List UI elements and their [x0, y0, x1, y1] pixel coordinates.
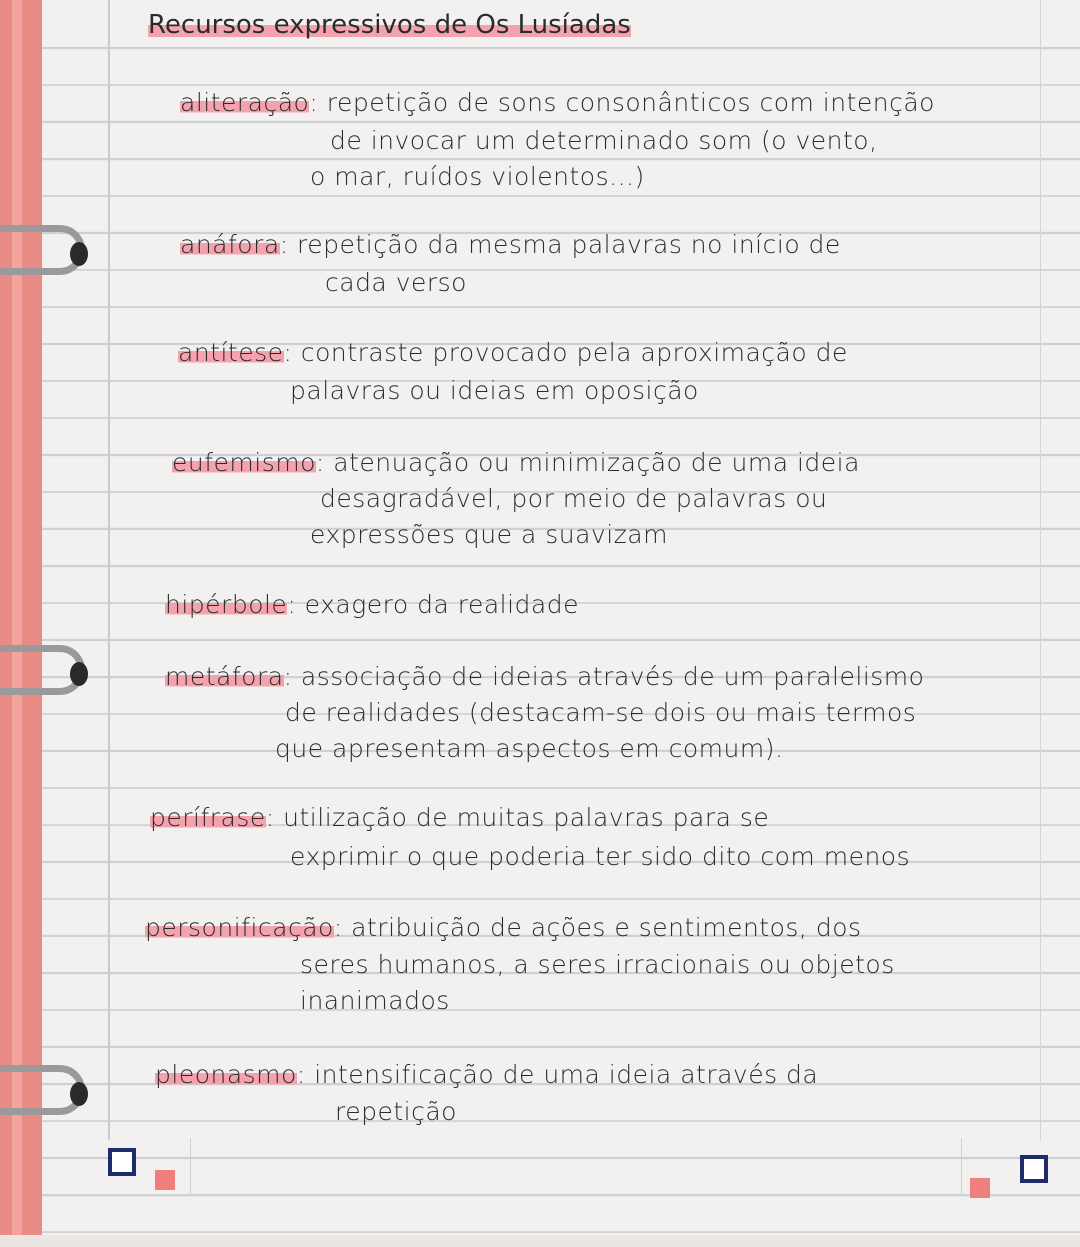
definition-entry [155, 1060, 818, 1089]
definition-text: seres humanos, a seres irracionais ou objetos [300, 950, 895, 979]
definition-continuation [330, 126, 878, 155]
pink-square-icon [970, 1178, 990, 1198]
definition-text: : associação de ideias através de um paralelismo [283, 662, 925, 691]
definition-text: : utilização de muitas palavras para se [265, 803, 770, 832]
right-margin-line [1040, 0, 1041, 1140]
definition-text: de invocar um determinado som (o vento, [330, 126, 878, 155]
definition-text: : repetição de sons consonânticos com intenção [309, 88, 935, 117]
pink-square-icon [155, 1170, 175, 1190]
margin-line [108, 0, 110, 1140]
definition-text: : atribuição de ações e sentimentos, dos [333, 913, 862, 942]
page-title: Recursos expressivos de Os Lusíadas [148, 10, 631, 40]
definition-continuation [310, 162, 645, 191]
binder-ring-icon [0, 645, 85, 695]
definition-text: desagradável, por meio de palavras ou [320, 484, 828, 513]
binder-ring-icon [0, 1065, 85, 1115]
definition-text: repetição [335, 1097, 457, 1126]
page-edge-strip [0, 0, 42, 1235]
definition-text: inanimados [300, 986, 450, 1015]
definition-entry [165, 662, 924, 691]
definition-text: : contraste provocado pela aproximação de [283, 338, 848, 367]
definition-entry [172, 448, 860, 477]
term-highlighted: pleonasmo [155, 1060, 297, 1089]
binder-ring-icon [0, 225, 85, 275]
definition-entry [150, 803, 769, 832]
definition-continuation [290, 842, 910, 871]
definition-continuation [335, 1097, 457, 1126]
definition-entry [180, 88, 935, 117]
definition-entry [178, 338, 848, 367]
definition-continuation [325, 268, 467, 297]
definition-text: : intensificação de uma ideia através da [296, 1060, 819, 1089]
definition-entry [180, 230, 841, 259]
definition-continuation [300, 986, 450, 1015]
definition-text: de realidades (destacam-se dois ou mais termos [285, 698, 917, 727]
definition-continuation [275, 734, 783, 763]
notebook-logo-icon [108, 1148, 136, 1176]
definition-text: que apresentam aspectos em comum). [275, 734, 784, 763]
term-highlighted: eufemismo [172, 448, 316, 477]
term-highlighted: aliteração [180, 88, 310, 117]
definition-continuation [310, 520, 668, 549]
notebook-logo-icon [1020, 1155, 1048, 1183]
term-highlighted: perífrase [150, 803, 266, 832]
definition-entry [165, 590, 579, 619]
definition-text: o mar, ruídos violentos...) [310, 162, 645, 191]
definition-continuation [300, 950, 895, 979]
definition-continuation [320, 484, 827, 513]
definition-text: : repetição da mesma palavras no início de [279, 230, 841, 259]
definition-continuation [285, 698, 916, 727]
term-highlighted: antítese [178, 338, 284, 367]
definition-text: cada verso [325, 268, 467, 297]
definition-text: : exagero da realidade [287, 590, 579, 619]
strip-highlight [12, 0, 22, 1235]
definition-text: : atenuação ou minimização de uma ideia [315, 448, 860, 477]
definition-text: palavras ou ideias em oposição [290, 376, 699, 405]
term-highlighted: personificação [145, 913, 334, 942]
definition-text: exprimir o que poderia ter sido dito com menos [290, 842, 911, 871]
term-highlighted: anáfora [180, 230, 280, 259]
definition-entry [145, 913, 862, 942]
definition-continuation [290, 376, 699, 405]
page-footer-box [190, 1138, 962, 1195]
definition-text: expressões que a suavizam [310, 520, 668, 549]
term-highlighted: metáfora [165, 662, 284, 691]
term-highlighted: hipérbole [165, 590, 288, 619]
